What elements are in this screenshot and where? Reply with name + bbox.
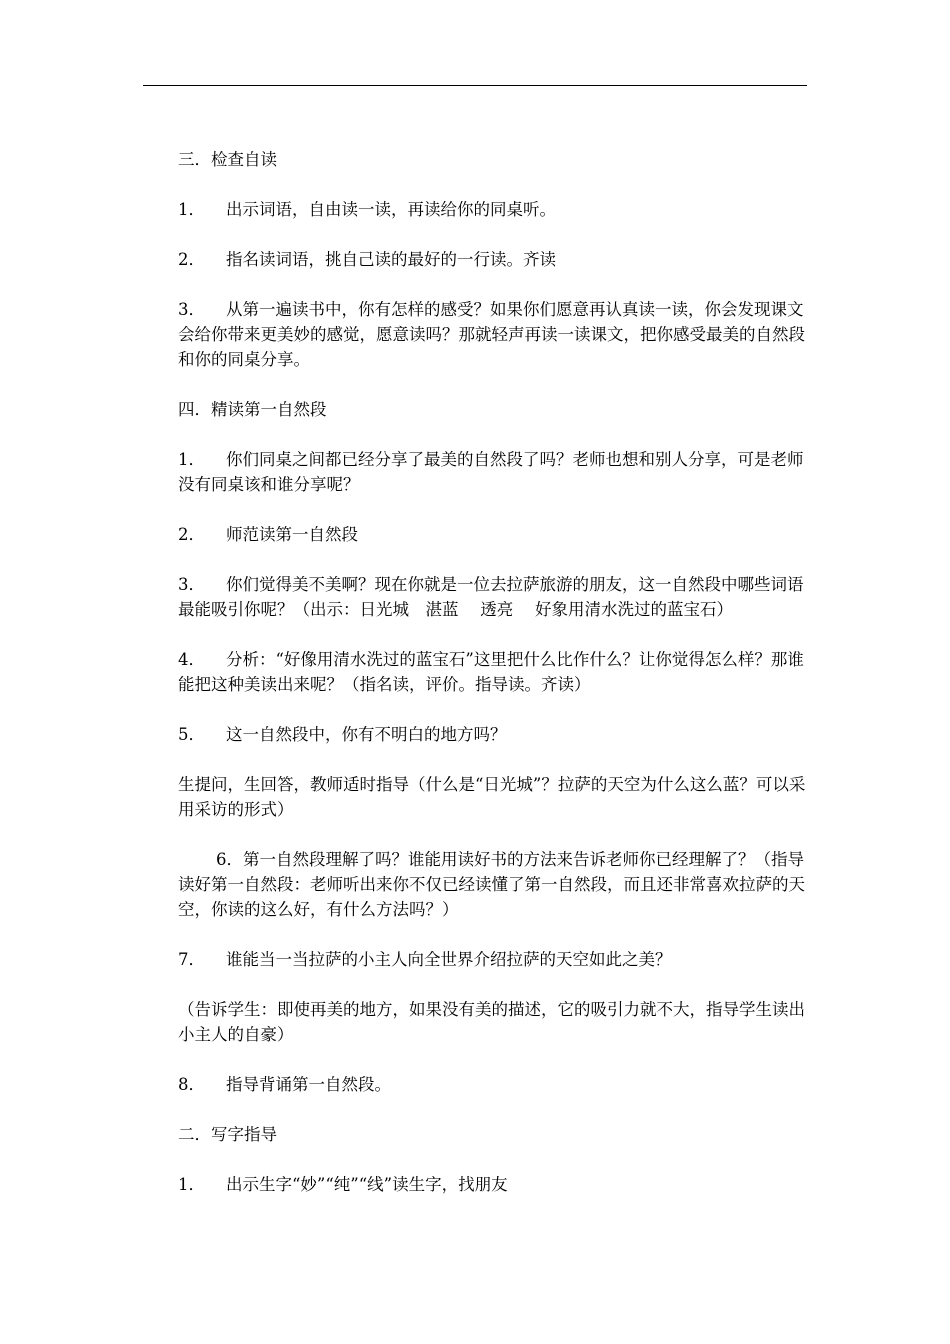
paragraph: （告诉学生：即使再美的地方，如果没有美的描述，它的吸引力就不大，指导学生读出小主人的自豪） — [178, 1000, 805, 1044]
paragraph: 生提问，生回答，教师适时指导（什么是“日光城”？拉萨的天空为什么这么蓝？可以采用采访的形式） — [178, 775, 806, 819]
document-body — [178, 147, 813, 1222]
paragraph: 2． 师范读第一自然段 — [178, 525, 358, 544]
section-heading: 四．精读第一自然段 — [178, 400, 327, 419]
paragraph: 7． 谁能当一当拉萨的小主人向全世界介绍拉萨的天空如此之美？ — [178, 950, 672, 969]
paragraph: 1． 出示生字“妙”“纯”“线”读生字，找朋友 — [178, 1175, 508, 1194]
paragraph: 4． 分析：“好像用清水洗过的蓝宝石”这里把什么比作什么？让你觉得怎么样？那谁能把这种美读出来呢？（指名读，评价。指导读。齐读） — [178, 650, 804, 694]
paragraph: 3． 从第一遍读书中，你有怎样的感受？如果你们愿意再认真读一读，你会发现课文会给你带来更美妙的感觉，愿意读吗？那就轻声再读一读课文，把你感受最美的自然段和你的同桌分享。 — [178, 300, 805, 369]
paragraph: 1． 出示词语，自由读一读，再读给你的同桌听。 — [178, 200, 556, 219]
paragraph: 3． 你们觉得美不美啊？现在你就是一位去拉萨旅游的朋友，这一自然段中哪些词语最能吸引你呢？（出示：日光城 湛蓝 透亮 好象用清水洗过的蓝宝石） — [178, 575, 804, 619]
paragraph: 6．第一自然段理解了吗？谁能用读好书的方法来告诉老师你已经理解了？（指导读好第一自然段：老师听出来你不仅已经读懂了第一自然段，而且还非常喜欢拉萨的天空，你读的这么好，有什么方法吗？） — [178, 850, 805, 919]
paragraph: 2． 指名读词语，挑自己读的最好的一行读。齐读 — [178, 250, 556, 269]
paragraph: 8． 指导背诵第一自然段。 — [178, 1075, 391, 1094]
section-heading: 三．检查自读 — [178, 150, 277, 169]
header-rule — [143, 85, 807, 86]
paragraph: 1． 你们同桌之间都已经分享了最美的自然段了吗？老师也想和别人分享，可是老师没有同桌该和谁分享呢？ — [178, 450, 804, 494]
section-heading: 二．写字指导 — [178, 1125, 277, 1144]
paragraph: 5． 这一自然段中，你有不明白的地方吗？ — [178, 725, 507, 744]
